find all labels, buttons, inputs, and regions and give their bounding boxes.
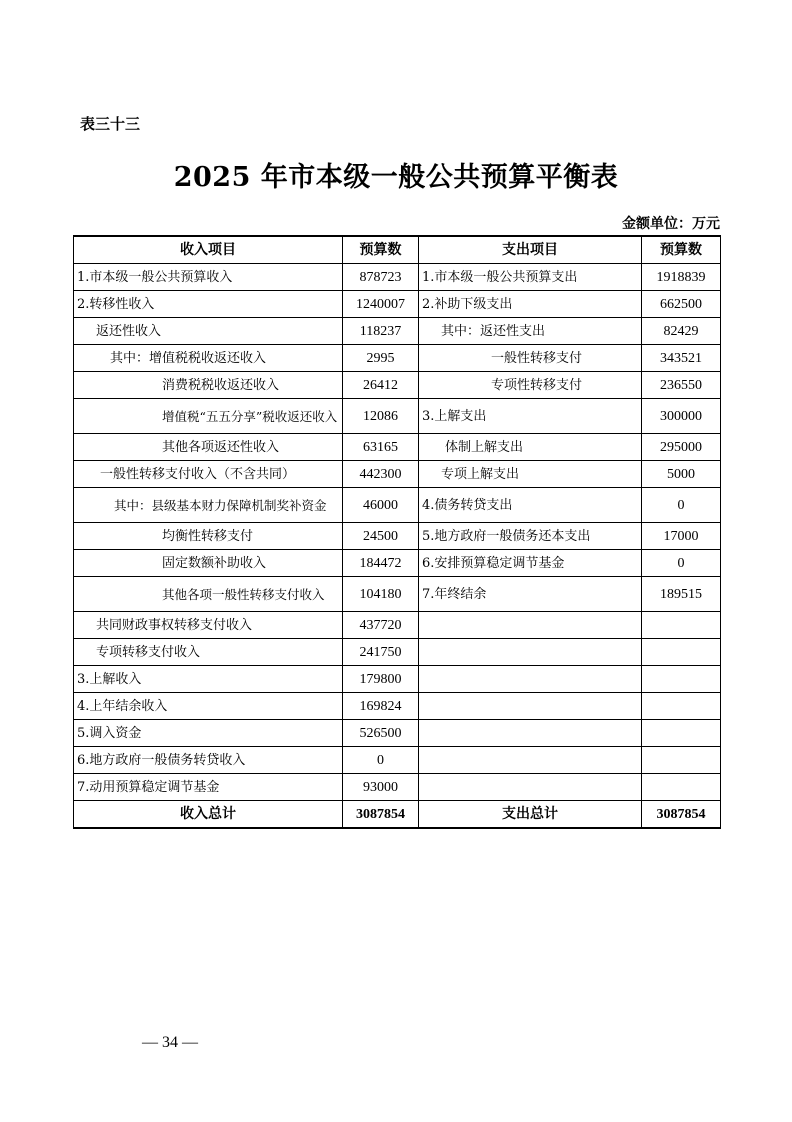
- expense-value: 300000: [642, 399, 721, 434]
- page-number: — 34 —: [142, 1034, 198, 1051]
- expense-value: [642, 720, 721, 747]
- table-row: [74, 747, 721, 774]
- expense-item: [419, 639, 642, 666]
- expense-value: 236550: [642, 372, 721, 399]
- income-total-value: 3087854: [343, 801, 419, 829]
- income-item: 4.上年结余收入: [74, 693, 343, 720]
- budget-balance-table: [73, 235, 721, 829]
- expense-item: 7.年终结余: [419, 577, 642, 612]
- income-item: 1.市本级一般公共预算收入: [74, 264, 343, 291]
- table-row: [74, 666, 721, 693]
- income-value: 12086: [343, 399, 419, 434]
- income-value: 46000: [343, 488, 419, 523]
- expense-value: 5000: [642, 461, 721, 488]
- header-income-item: 收入项目: [74, 236, 343, 264]
- table-row: [74, 264, 721, 291]
- expense-value: 0: [642, 488, 721, 523]
- table-header-row: [74, 236, 721, 264]
- income-value: 118237: [343, 318, 419, 345]
- table-row: [74, 318, 721, 345]
- income-value: 93000: [343, 774, 419, 801]
- table-row: [74, 345, 721, 372]
- expense-item: 1.市本级一般公共预算支出: [419, 264, 642, 291]
- table-row: [74, 291, 721, 318]
- income-value: 878723: [343, 264, 419, 291]
- expense-value: 82429: [642, 318, 721, 345]
- income-item: 消费税税收返还收入: [74, 372, 343, 399]
- expense-value: 343521: [642, 345, 721, 372]
- expense-item: [419, 774, 642, 801]
- table-row: [74, 399, 721, 434]
- table-row: [74, 577, 721, 612]
- income-value: 0: [343, 747, 419, 774]
- expense-value: [642, 612, 721, 639]
- table-row: [74, 488, 721, 523]
- income-item: 固定数额补助收入: [74, 550, 343, 577]
- expense-item: 2.补助下级支出: [419, 291, 642, 318]
- expense-value: [642, 666, 721, 693]
- table-row: [74, 774, 721, 801]
- expense-value: 0: [642, 550, 721, 577]
- table-row: [74, 550, 721, 577]
- income-value: 24500: [343, 523, 419, 550]
- income-item: 其他各项返还性收入: [74, 434, 343, 461]
- table-row: [74, 720, 721, 747]
- expense-item: [419, 747, 642, 774]
- income-item: 5.调入资金: [74, 720, 343, 747]
- expense-item: 3.上解支出: [419, 399, 642, 434]
- expense-item: 一般性转移支付: [419, 345, 642, 372]
- expense-item: [419, 666, 642, 693]
- expense-value: 189515: [642, 577, 721, 612]
- expense-value: 295000: [642, 434, 721, 461]
- totals-row: [74, 801, 721, 829]
- income-item: 增值税“五五分享”税收返还收入: [74, 399, 343, 434]
- expense-item: [419, 612, 642, 639]
- income-item: 均衡性转移支付: [74, 523, 343, 550]
- income-value: 179800: [343, 666, 419, 693]
- income-value: 26412: [343, 372, 419, 399]
- expense-item: [419, 720, 642, 747]
- income-item: 7.动用预算稳定调节基金: [74, 774, 343, 801]
- income-value: 2995: [343, 345, 419, 372]
- expense-value: [642, 747, 721, 774]
- header-income-budget: 预算数: [343, 236, 419, 264]
- income-value: 526500: [343, 720, 419, 747]
- table-row: [74, 523, 721, 550]
- table-row: [74, 693, 721, 720]
- income-item: 共同财政事权转移支付收入: [74, 612, 343, 639]
- table-number-label: 表三十三: [80, 115, 141, 133]
- income-value: 169824: [343, 693, 419, 720]
- income-item: 2.转移性收入: [74, 291, 343, 318]
- page-title: 2025 年市本级一般公共预算平衡表: [173, 162, 619, 193]
- expense-value: 662500: [642, 291, 721, 318]
- income-item: 6.地方政府一般债务转贷收入: [74, 747, 343, 774]
- income-value: 241750: [343, 639, 419, 666]
- expense-value: 17000: [642, 523, 721, 550]
- expense-total-label: 支出总计: [419, 801, 642, 829]
- expense-item: 其中：返还性支出: [419, 318, 642, 345]
- income-value: 63165: [343, 434, 419, 461]
- expense-item: 5.地方政府一般债务还本支出: [419, 523, 642, 550]
- income-value: 437720: [343, 612, 419, 639]
- expense-value: 1918839: [642, 264, 721, 291]
- income-value: 104180: [343, 577, 419, 612]
- income-value: 442300: [343, 461, 419, 488]
- income-value: 1240007: [343, 291, 419, 318]
- expense-item: [419, 693, 642, 720]
- expense-item: 专项性转移支付: [419, 372, 642, 399]
- income-item: 一般性转移支付收入（不含共同）: [74, 461, 343, 488]
- income-item: 其他各项一般性转移支付收入: [74, 577, 343, 612]
- expense-item: 体制上解支出: [419, 434, 642, 461]
- header-expense-item: 支出项目: [419, 236, 642, 264]
- expense-value: [642, 693, 721, 720]
- income-item: 返还性收入: [74, 318, 343, 345]
- header-expense-budget: 预算数: [642, 236, 721, 264]
- income-total-label: 收入总计: [74, 801, 343, 829]
- table-row: [74, 639, 721, 666]
- expense-value: [642, 639, 721, 666]
- expense-item: 4.债务转贷支出: [419, 488, 642, 523]
- expense-item: 6.安排预算稳定调节基金: [419, 550, 642, 577]
- table-row: [74, 434, 721, 461]
- amount-unit-label: 金额单位：万元: [622, 216, 720, 232]
- income-item: 专项转移支付收入: [74, 639, 343, 666]
- expense-item: 专项上解支出: [419, 461, 642, 488]
- table-row: [74, 461, 721, 488]
- table-row: [74, 612, 721, 639]
- income-item: 3.上解收入: [74, 666, 343, 693]
- income-item: 其中：县级基本财力保障机制奖补资金: [74, 488, 343, 523]
- expense-total-value: 3087854: [642, 801, 721, 829]
- income-item: 其中：增值税税收返还收入: [74, 345, 343, 372]
- expense-value: [642, 774, 721, 801]
- income-value: 184472: [343, 550, 419, 577]
- table-row: [74, 372, 721, 399]
